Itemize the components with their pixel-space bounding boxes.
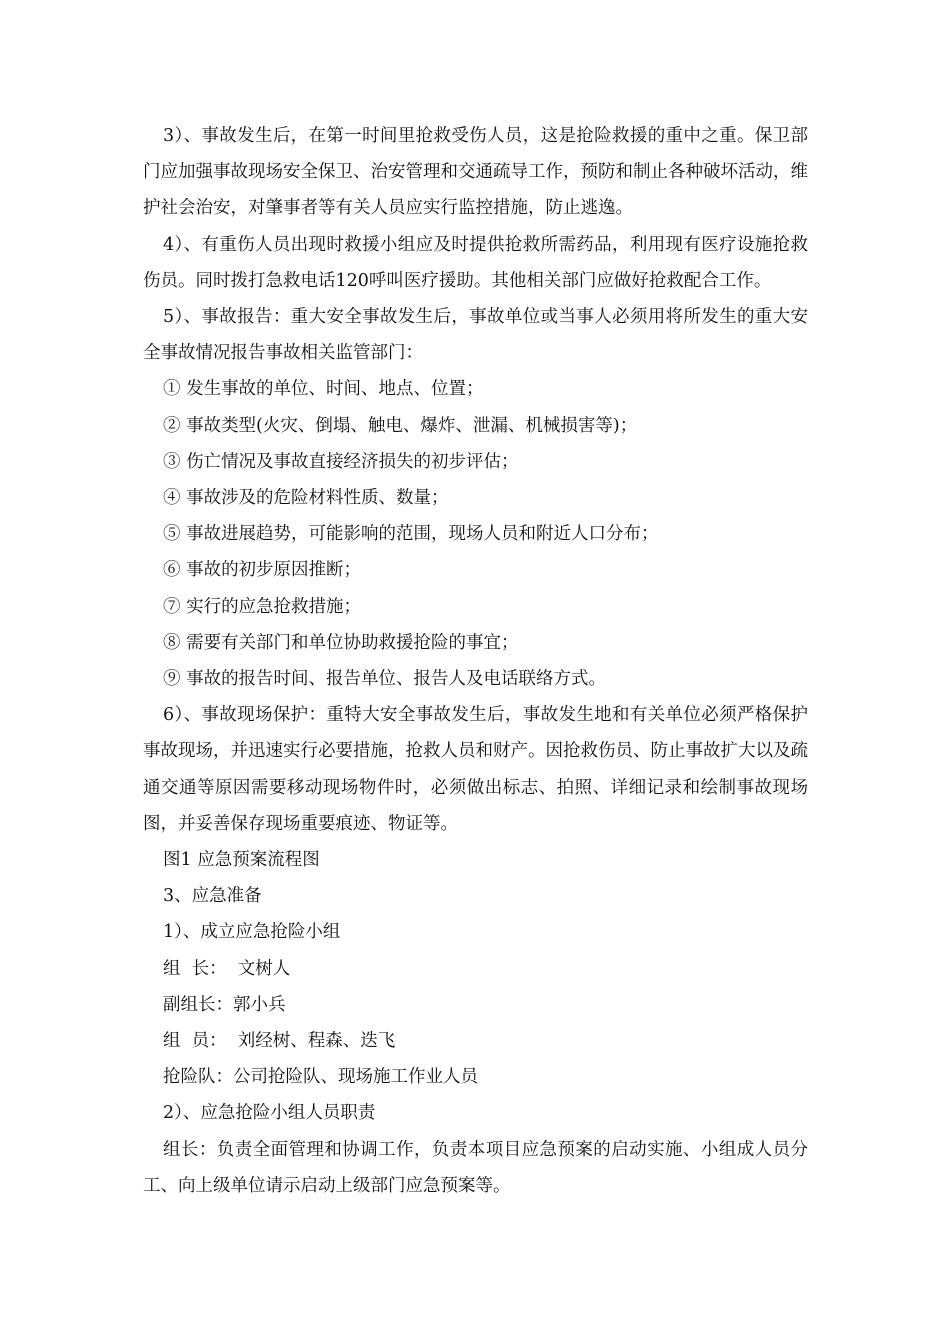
report-item: ⑥ 事故的初步原因推断；: [163, 560, 362, 581]
report-item: ⑧ 需要有关部门和单位协助救援抢险的事宜；: [163, 632, 519, 653]
report-item: ① 发生事故的单位、时间、地点、位置；: [163, 379, 484, 400]
team-leader: 组 长： 文树人: [163, 958, 291, 979]
paragraph-item-6: 6）、事故现场保护：重特大安全事故发生后，事故发生地和有关单位必须严格保护事故现场，并迅速实行必要措施，抢救人员和财产。因抢救伤员、防止事故扩大以及疏通交通等原因需要移动现场物件时，必须做出标志、拍照、详细记录和绘制事故现场图，并妥善保存现场重要痕迹、物证等。: [143, 705, 808, 834]
subsection-heading: 1）、成立应急抢险小组: [163, 922, 341, 943]
report-item: ⑨ 事故的报告时间、报告单位、报告人及电话联络方式。: [163, 669, 607, 690]
report-item: ③ 伤亡情况及事故直接经济损失的初步评估；: [163, 451, 519, 472]
leader-duty: 组长：负责全面管理和协调工作，负责本项目应急预案的启动实施、小组成人员分工、向上级单位请示启动上级部门应急预案等。: [143, 1139, 808, 1196]
subsection-heading: 2）、应急抢险小组人员职责: [163, 1103, 376, 1124]
paragraph-item-5: 5）、事故报告：重大安全事故发生后，事故单位或当事人必须用将所发生的重大安全事故情况报告事故相关监管部门：: [143, 307, 808, 364]
team-members: 组 员： 刘经树、程森、迭飞: [163, 1031, 396, 1052]
rescue-team: 抢险队：公司抢险队、现场施工作业人员: [163, 1067, 478, 1088]
paragraph-item-3: 3）、事故发生后，在第一时间里抢救受伤人员，这是抢险救援的重中之重。保卫部门应加强事故现场安全保卫、治安管理和交通疏导工作，预防和制止各种破坏活动，维护社会治安，对肇事者等有关人员应实行监控措施，防止逃逸。: [143, 126, 808, 219]
report-item: ⑤ 事故进展趋势，可能影响的范围，现场人员和附近人口分布；: [163, 524, 659, 545]
figure-caption: 图1 应急预案流程图: [163, 850, 320, 871]
report-item: ② 事故类型(火灾、倒塌、触电、爆炸、泄漏、机械损害等)；: [163, 415, 638, 436]
team-deputy: 副组长：郭小兵: [163, 994, 286, 1015]
report-item: ⑦ 实行的应急抢救措施；: [163, 596, 362, 617]
section-heading: 3、应急准备: [163, 886, 262, 907]
report-item: ④ 事故涉及的危险材料性质、数量；: [163, 488, 449, 509]
paragraph-item-4: 4）、有重伤人员出现时救援小组应及时提供抢救所需药品，利用现有医疗设施抢救伤员。同时拨打急救电话120呼叫医疗援助。其他相关部门应做好抢救配合工作。: [143, 234, 808, 291]
document-body: [143, 118, 808, 1204]
